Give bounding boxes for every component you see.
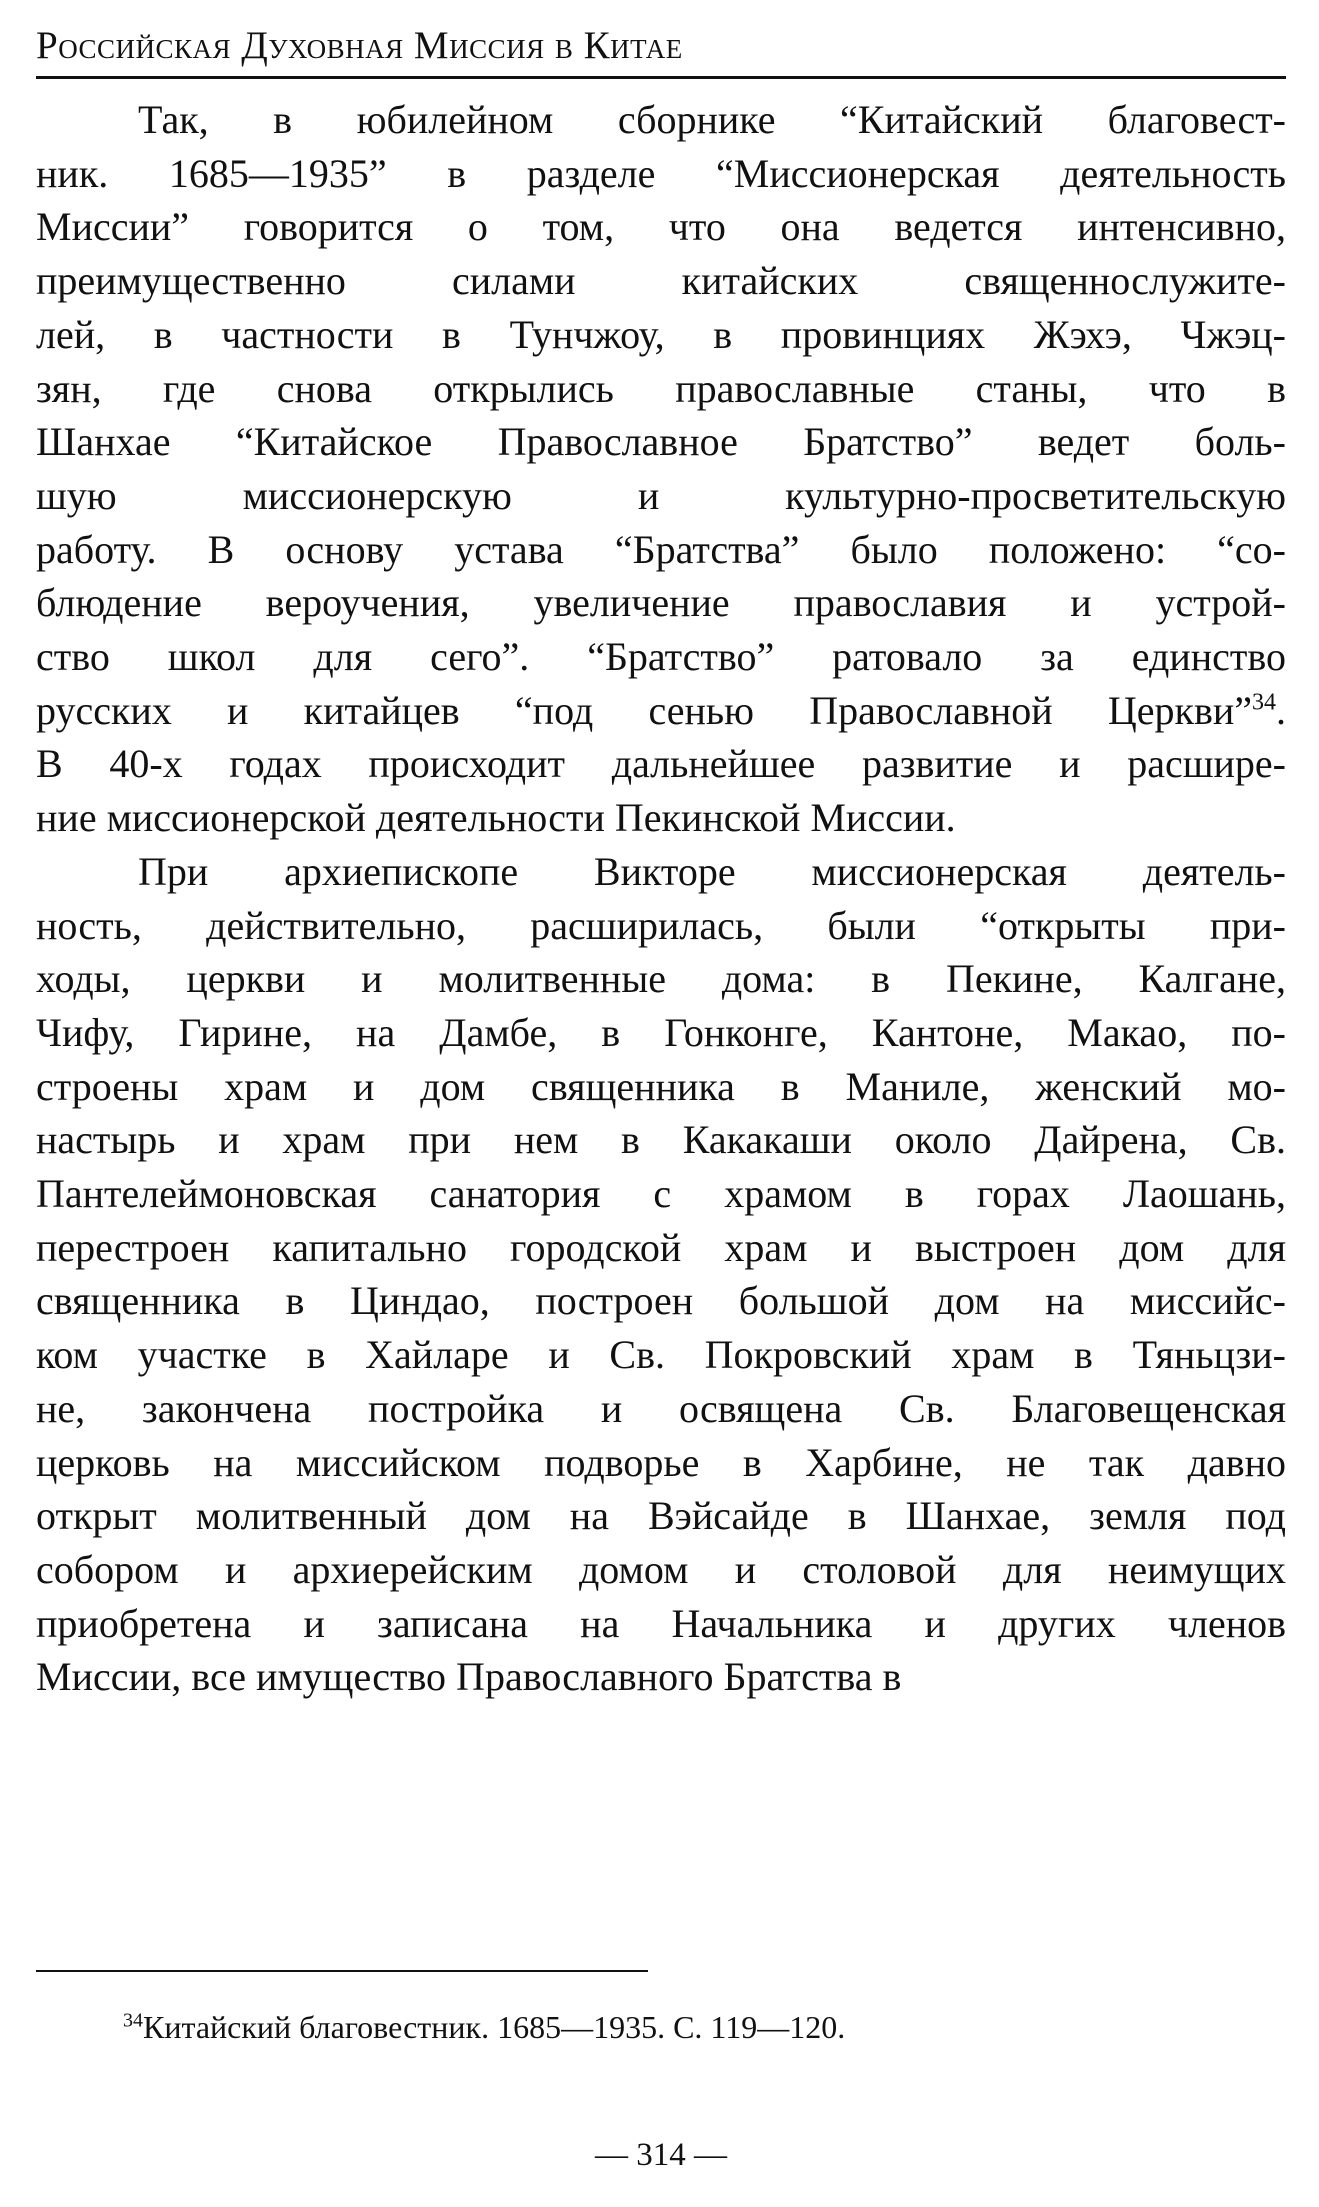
running-title: Российская Духовная Миссия в Китае (36, 22, 1286, 79)
line-text: Миссии, все имущество Православного Братства в (36, 1654, 902, 1700)
text-line (36, 1543, 1286, 1597)
text-line (36, 630, 1286, 684)
text-line (36, 1006, 1286, 1060)
footnote (123, 2007, 845, 2047)
text-line (36, 1382, 1286, 1436)
book-page (36, 22, 1286, 2182)
line-text: Пантелеймоновская санатория с храмом в горах Лаошань, (36, 1171, 1286, 1217)
text-line (36, 93, 1286, 147)
text-line (36, 1650, 1286, 1704)
line-text: зян, где снова открылись православные станы, что в (36, 365, 1286, 411)
text-line (36, 1060, 1286, 1114)
body-text (36, 93, 1286, 1704)
text-line (36, 1167, 1286, 1221)
text-line (36, 362, 1286, 416)
line-text: шую миссионерскую и культурно-просветительскую (36, 472, 1286, 518)
line-text: священника в Циндао, построен большой дом на миссийс- (36, 1278, 1286, 1324)
line-text: настырь и храм при нем в Какакаши около Дайрена, Св. (36, 1117, 1286, 1163)
line-text: перестроен капитально городской храм и выстроен дом для (36, 1224, 1286, 1270)
line-text: церковь на миссийском подворье в Харбине, не так давно (36, 1439, 1286, 1485)
text-line (36, 684, 1286, 738)
page-number: — 314 — (595, 2137, 727, 2173)
line-text: ство школ для сего”. “Братство” ратовало за единство (36, 634, 1286, 680)
text-line (36, 147, 1286, 201)
text-line (36, 952, 1286, 1006)
text-line (36, 1221, 1286, 1275)
line-text: ник. 1685—1935” в разделе “Миссионерская деятельность (36, 150, 1286, 196)
line-text: приобретена и записана на Начальника и других членов (36, 1600, 1286, 1646)
footnote-reference-punctuation: . (1276, 687, 1286, 733)
line-text: открыт молитвенный дом на Вэйсайде в Шанхае, земля под (36, 1493, 1286, 1539)
paragraph-1 (36, 93, 1286, 845)
text-line (36, 791, 1286, 845)
text-line (36, 1113, 1286, 1167)
line-text: преимущественно силами китайских священнослужите- (36, 258, 1286, 304)
text-line (36, 576, 1286, 630)
text-line (36, 1328, 1286, 1382)
line-text: русских и китайцев “под сенью Православной Церкви” (36, 687, 1252, 733)
line-text: ние миссионерской деятельности Пекинской Миссии. (36, 795, 956, 841)
line-text: Шанхае “Китайское Православное Братство” ведет боль- (36, 419, 1286, 465)
line-text: блюдение вероучения, увеличение православия и устрой- (36, 580, 1286, 626)
text-line (36, 1436, 1286, 1490)
footnote-marker: 34 (123, 2009, 143, 2032)
text-line (36, 308, 1286, 362)
line-text: В 40-х годах происходит дальнейшее развитие и расшире- (36, 741, 1286, 787)
text-line (36, 415, 1286, 469)
text-line (36, 1489, 1286, 1543)
text-line (36, 254, 1286, 308)
text-line (36, 523, 1286, 577)
text-line (36, 899, 1286, 953)
line-text: ходы, церкви и молитвенные дома: в Пекине, Калгане, (36, 956, 1286, 1002)
footnote-reference[interactable]: 34 (1252, 689, 1276, 716)
line-text: лей, в частности в Тунчжоу, в провинциях Жэхэ, Чжэц- (36, 311, 1286, 357)
line-text: При архиепископе Викторе миссионерская деятель- (138, 848, 1286, 894)
line-text: собором и архиерейским домом и столовой для неимущих (36, 1546, 1286, 1592)
line-text: строены храм и дом священника в Маниле, женский мо- (36, 1063, 1286, 1109)
footnote-text: Китайский благовестник. 1685—1935. С. 119—120. (143, 2009, 846, 2045)
line-text: не, закончена постройка и освящена Св. Благовещенская (36, 1385, 1286, 1431)
line-text: ность, действительно, расширилась, были “открыты при- (36, 902, 1286, 948)
line-text: ком участке в Хайларе и Св. Покровский храм в Тяньцзи- (36, 1332, 1286, 1378)
text-line (36, 1274, 1286, 1328)
line-text: Миссии” говорится о том, что она ведется интенсивно, (36, 204, 1286, 250)
paragraph-2 (36, 845, 1286, 1704)
line-text: работу. В основу устава “Братства” было положено: “со- (36, 526, 1286, 572)
text-line (36, 737, 1286, 791)
text-line (36, 1597, 1286, 1651)
text-line (36, 845, 1286, 899)
line-text: Чифу, Гирине, на Дамбе, в Гонконге, Кантоне, Макао, по- (36, 1009, 1286, 1055)
footnote-rule (36, 1970, 648, 1972)
line-text: Так, в юбилейном сборнике “Китайский благовест- (138, 97, 1286, 142)
text-line (36, 200, 1286, 254)
text-line (36, 469, 1286, 523)
